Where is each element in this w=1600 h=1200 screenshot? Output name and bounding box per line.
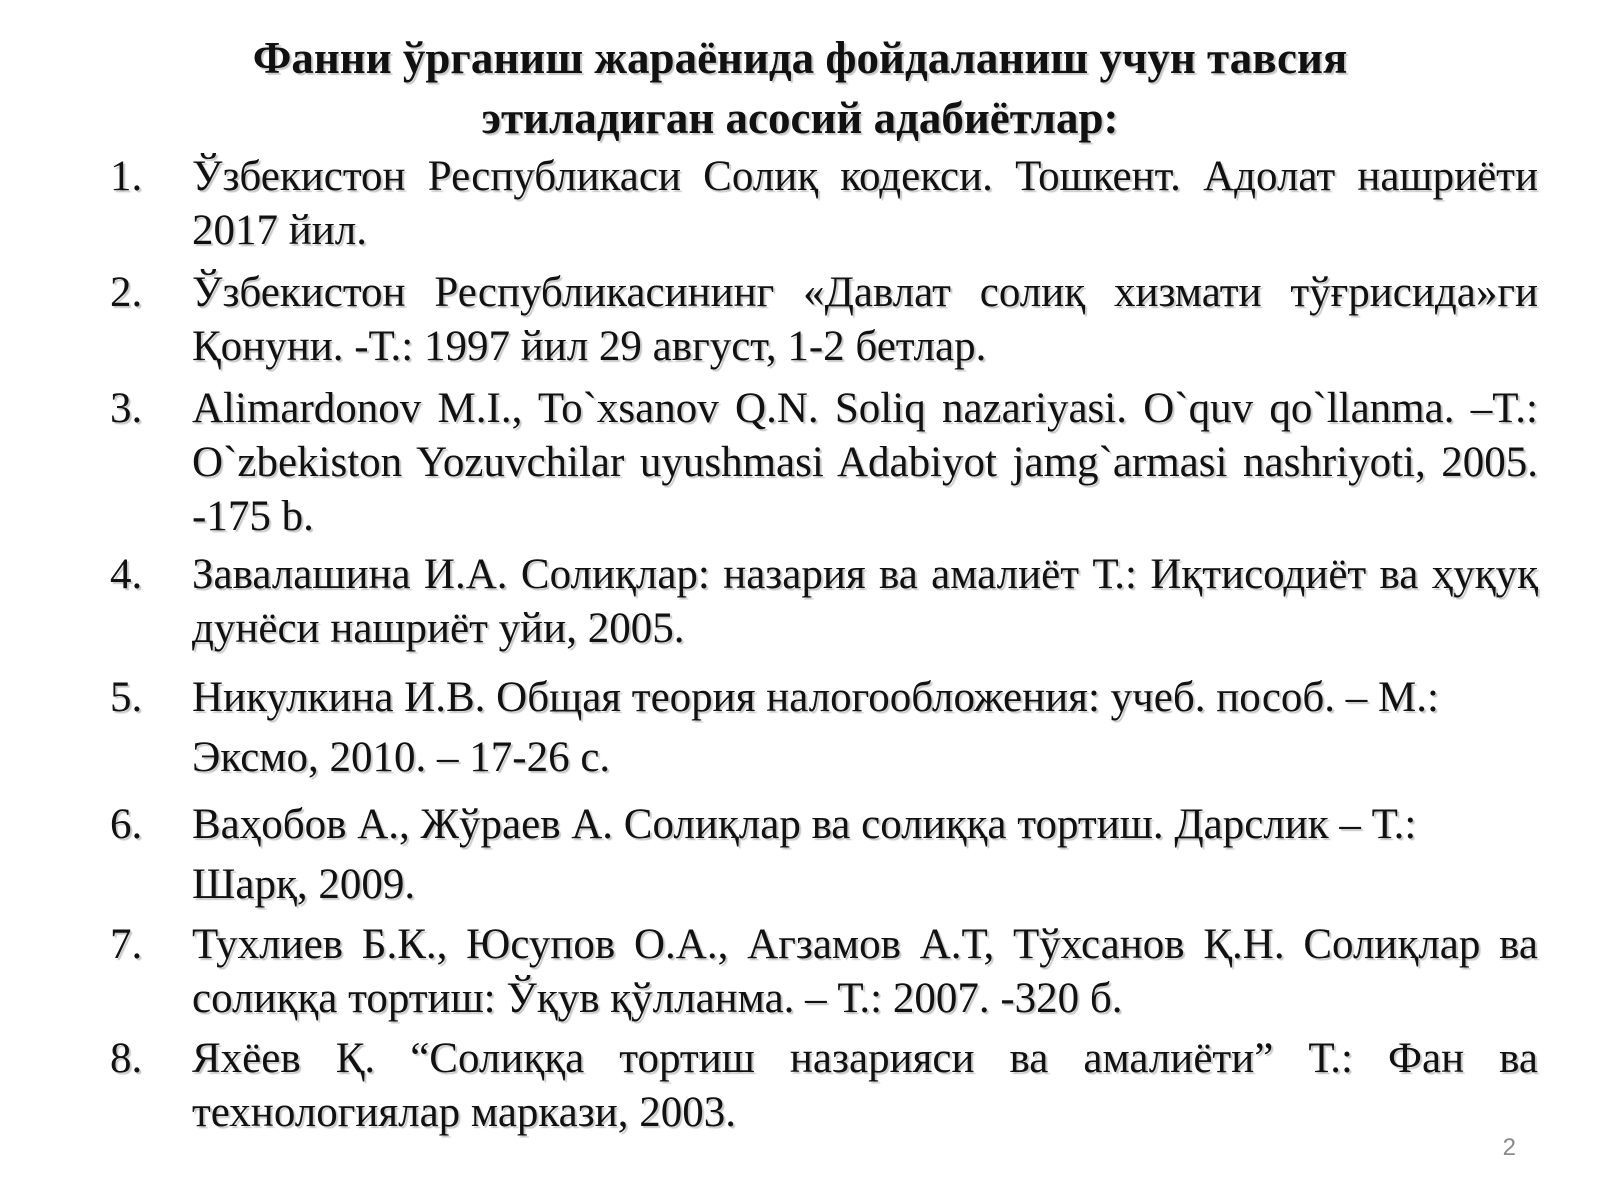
reference-number: 5.	[110, 674, 143, 721]
reference-number: 8.	[110, 1035, 143, 1082]
reference-text: Ўзбекистон Республикаси Солиқ кодекси. Тошкент. Адолат нашриёти 2017 йил.	[192, 153, 1538, 254]
reference-item-4	[110, 548, 1540, 656]
reference-item-3	[110, 382, 1540, 544]
reference-number: 3.	[110, 385, 143, 432]
reference-text: Ваҳобов А., Жўраев А. Солиқлар ва солиққа тортиш. Дарслик – Т.: Шарқ, 2009.	[192, 801, 1417, 908]
reference-item-8	[110, 1032, 1540, 1140]
title-line-1: Фанни ўрганиш жараёнида фойдаланиш учун тавсия	[252, 33, 1348, 83]
page-title	[200, 28, 1400, 148]
reference-item-7	[110, 918, 1540, 1026]
reference-number: 4.	[110, 551, 143, 598]
reference-number: 7.	[110, 921, 143, 968]
reference-text: Тухлиев Б.К., Юсупов О.А., Агзамов А.Т, Тўхсанов Қ.Н. Солиқлар ва солиққа тортиш: Ўқув қўлланма. – Т.: 2007. -320 б.	[192, 921, 1538, 1022]
reference-item-1	[110, 150, 1540, 258]
title-line-2: этиладиган асосий адабиётлар:	[481, 93, 1119, 143]
page-number: 2	[1502, 1134, 1516, 1161]
reference-text: Яхёев Қ. “Солиққа тортиш назарияси ва амалиёти” Т.: Фан ва технологиялар маркази, 2003.	[192, 1035, 1538, 1136]
reference-text: Завалашина И.А. Солиқлар: назария ва амалиёт Т.: Иқтисодиёт ва ҳуқуқ дунёси нашриёт уйи, 2005.	[192, 551, 1538, 652]
reference-number: 6.	[110, 801, 143, 848]
reference-number: 1.	[110, 153, 143, 200]
reference-text: Ўзбекистон Республикасининг «Давлат солиқ хизмати тўғрисида»ги Қонуни. -Т.: 1997 йил 29 август, 1-2 бетлар.	[192, 269, 1538, 370]
reference-item-5	[110, 668, 1540, 788]
reference-text: Никулкина И.В. Общая теория налогообложения: учеб. пособ. – М.: Эксмо, 2010. – 17-26 с.	[192, 674, 1439, 781]
reference-item-2	[110, 266, 1540, 374]
reference-text: Alimardonov M.I., To`xsanov Q.N. Soliq nazariyasi. O`quv qo`llanma. –T.: O`zbekiston Yozuvchilar uyushmasi Adabiyot jamg`armasi nashriyoti, 2005. -175 b.	[192, 385, 1538, 540]
reference-number: 2.	[110, 269, 143, 316]
reference-item-6	[110, 795, 1540, 915]
